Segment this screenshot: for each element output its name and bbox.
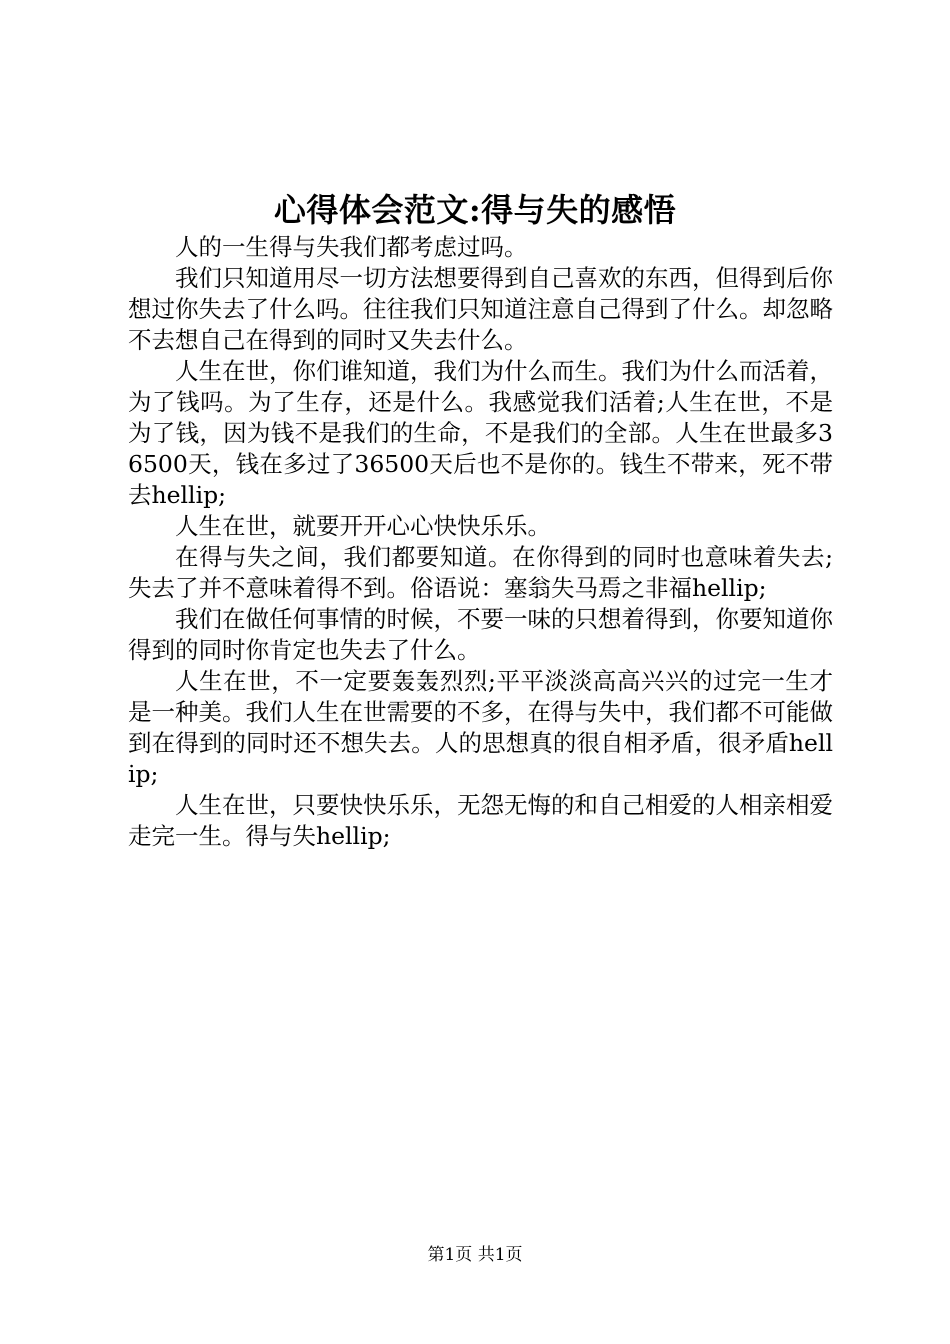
- paragraph: 人的一生得与失我们都考虑过吗。: [175, 233, 528, 261]
- paragraph: 我们在做任何事情的时候，不要一味的只想着得到，你要知道你得到的同时你肯定也失去了什么。: [128, 605, 833, 664]
- paragraph: 在得与失之间，我们都要知道。在你得到的同时也意味着失去;失去了并不意味着得不到。俗语说：塞翁失马焉之非福hellip;: [128, 543, 833, 602]
- paragraph: 人生在世，就要开开心心快快乐乐。: [175, 512, 551, 540]
- document-title: 心得体会范文:得与失的感悟: [273, 191, 677, 229]
- paragraph: 人生在世，只要快快乐乐，无怨无悔的和自己相爱的人相亲相爱走完一生。得与失hellip;: [128, 791, 833, 850]
- document-body: [128, 232, 833, 852]
- paragraph: 人生在世，你们谁知道，我们为什么而生。我们为什么而活着，为了钱吗。为了生存，还是什么。我感觉我们活着;人生在世，不是为了钱，因为钱不是我们的生命，不是我们的全部。人生在世最多36500天，钱在多过了36500天后也不是你的。钱生不带来，死不带去hellip;: [128, 357, 833, 509]
- paragraph: 人生在世，不一定要轰轰烈烈;平平淡淡高高兴兴的过完一生才是一种美。我们人生在世需要的不多，在得与失中，我们都不可能做到在得到的同时还不想失去。人的思想真的很自相矛盾，很矛盾hellip;: [128, 667, 833, 788]
- page-footer: 第1页 共1页: [427, 1245, 523, 1265]
- paragraph: 我们只知道用尽一切方法想要得到自己喜欢的东西，但得到后你想过你失去了什么吗。往往我们只知道注意自己得到了什么。却忽略不去想自己在得到的同时又失去什么。: [128, 264, 833, 354]
